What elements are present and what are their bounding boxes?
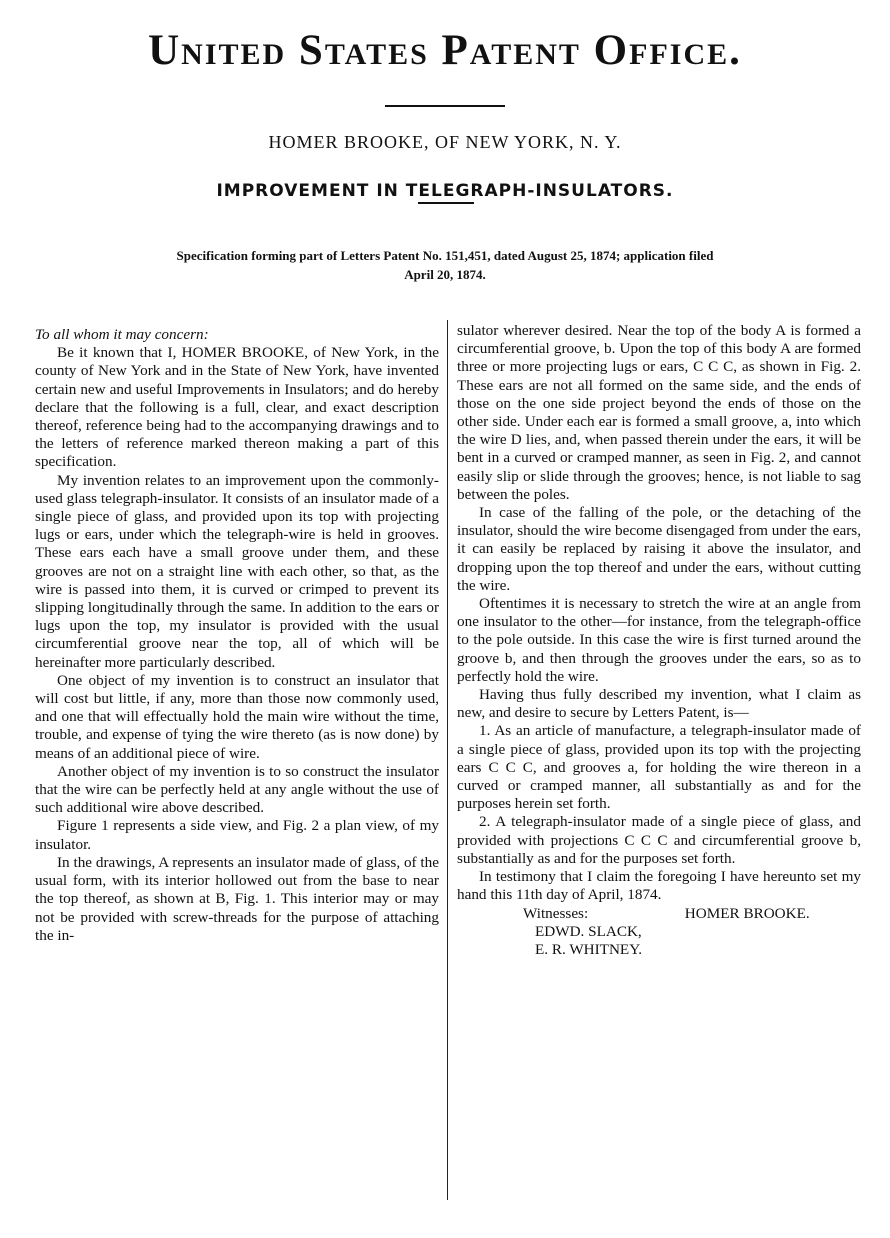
paragraph: Figure 1 represents a side view, and Fig. 2 a plan view, of my insulator. xyxy=(35,817,439,853)
paragraph: My invention relates to an improvement upon the commonly-used glass telegraph-insulator. It consists of an insulator made of a single piece of glass, and provided upon its top with projecting lugs or ears, under which the telegraph-wire is held in grooves. These ears each have a small groove under them, and these grooves are not on a straight line with each other, so that, as the wire is passed into them, it is curved or crimped to prevent its slipping longitudinally through the same. In addition to the ears or lugs upon the top, my insulator is provided with the usual circumferential groove near the top, all of which will be hereinafter more particularly described. xyxy=(35,471,439,671)
inventor-signature: HOMER BROOKE. xyxy=(684,904,810,922)
signature-line xyxy=(457,905,861,923)
paragraph: In the drawings, A represents an insulator made of glass, of the usual form, with its interior hollowed out from the base to near the top thereof, as shown at B, Fig. 1. This interior may or may not be provided with screw-threads for the purpose of attaching the in- xyxy=(35,853,439,944)
heading-rule xyxy=(385,105,505,107)
patent-title: IMPROVEMENT IN TELEGRAPH-INSULATORS. xyxy=(216,181,674,201)
claim-2: 2. A telegraph-insulator made of a single piece of glass, and provided with projections C C C and circumferential groove b, substantially as and for the purposes set forth. xyxy=(457,813,861,867)
right-column xyxy=(457,322,861,959)
paragraph: Another object of my invention is to so construct the insulator that the wire can be perfectly held at any angle without the use of such additional wire above described. xyxy=(35,762,439,817)
spec-line-2: April 20, 1874. xyxy=(404,267,486,282)
spec-line-1: Specification forming part of Letters Patent No. 151,451, dated August 25, 1874; application filed xyxy=(176,248,714,263)
column-divider xyxy=(447,320,448,1200)
office-heading: United States Patent Office. xyxy=(148,27,742,74)
paragraph: Be it known that I, HOMER BROOKE, of New York, in the county of New York and in the State of New York, have invented certain new and useful Improvements in Insulators; and do hereby declare that the following is a full, clear, and exact description thereof, reference being had to the accompanying drawings and to the letters of reference marked thereon making a part of this specification. xyxy=(35,344,439,471)
witness-name: E. R. WHITNEY. xyxy=(535,940,643,958)
claim-1: 1. As an article of manufacture, a telegraph-insulator made of a single piece of glass, provided upon its top with the projecting ears C C C, and grooves a, for holding the wire thereon in a curved or cramped manner, all substantially as and for the purposes herein set forth. xyxy=(457,722,861,813)
paragraph: In case of the falling of the pole, or the detaching of the insulator, should the wire become disengaged from under the ears, it can easily be replaced by raising it above the insulator, and dropping upon the top thereof and under the ears, without cutting the wire. xyxy=(457,504,861,594)
salutation: To all whom it may concern: xyxy=(35,326,209,343)
inventor-line: HOMER BROOKE, OF NEW YORK, N. Y. xyxy=(268,132,622,152)
paragraph: Oftentimes it is necessary to stretch the wire at an angle from one insulator to the other—for instance, from the telegraph-office to the pole outside. In this case the wire is first turned around the groove b, and then through the grooves under the ears, so as to perfectly hold the wire. xyxy=(457,595,861,685)
title-rule xyxy=(418,202,474,204)
witness-name: EDWD. SLACK, xyxy=(535,922,642,940)
left-column xyxy=(35,326,439,945)
paragraph-continuation: sulator wherever desired. Near the top of the body A is formed a circumferential groove, b. Upon the top of this body A are formed three or more projecting lugs or ears, C C C, as shown in Fig. 2. These ears are not all formed on the same side, and the ends of those on the one side project beyond the ends of those on the other side. Under each ear is formed a small groove, a, into which the wire D lies, and, when passed therein under the ears, it will be bent in a curved or cramped manner, as seen in Fig. 2, and cannot easily slip or slide through the grooves; hence, is not liable to sag between the poles. xyxy=(457,322,861,503)
paragraph: Having thus fully described my invention, what I claim as new, and desire to secure by Letters Patent, is— xyxy=(457,686,861,722)
testimony: In testimony that I claim the foregoing I have hereunto set my hand this 11th day of April, 1874. xyxy=(457,868,861,904)
witnesses-label: Witnesses: xyxy=(523,904,589,922)
specification-line xyxy=(60,246,830,284)
paragraph: One object of my invention is to construct an insulator that will cost but little, if any, more than those now commonly used, and one that will effectually hold the main wire without the time, trouble, and expense of tying the wire thereto (as is now done) by means of an additional piece of wire. xyxy=(35,671,439,762)
